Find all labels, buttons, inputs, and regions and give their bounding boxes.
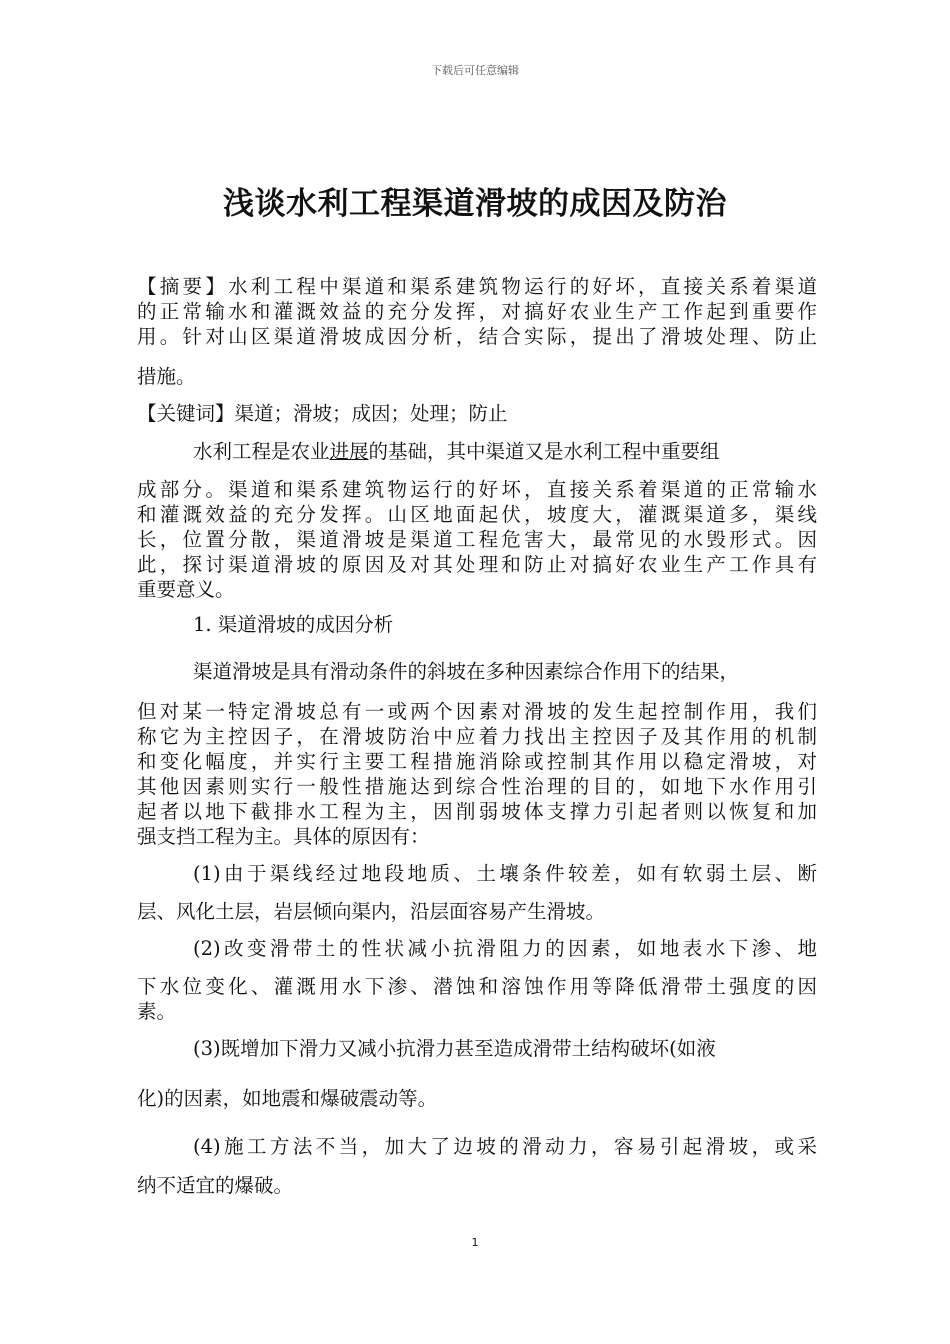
abstract-line: 用。针对山区渠道滑坡成因分析，结合实际，提出了滑坡处理、防止 <box>137 325 817 348</box>
keywords: 【关键词】渠道；滑坡；成因；处理；防止 <box>137 402 508 425</box>
list-item-line: 素。 <box>137 1000 177 1023</box>
body-line: 起者以地下截排水工程为主，因削弱坡体支撑力引起者则以恢复和加 <box>137 800 817 823</box>
intro-line: 此，探讨渠道滑坡的原因及对其处理和防止对搞好农业生产工作具有 <box>137 553 817 576</box>
intro-line: 长，位置分散，渠道滑坡是渠道工程危害大，最常见的水毁形式。因 <box>137 528 817 551</box>
intro-line: 重要意义。 <box>137 578 235 601</box>
page-header-note: 下载后可任意编辑 <box>431 64 519 77</box>
abstract-line: 的正常输水和灌溉效益的充分发挥，对搞好农业生产工作起到重要作 <box>137 300 817 323</box>
list-item-line: 层、风化土层，岩层倾向渠内，沿层面容易产生滑坡。 <box>137 900 606 923</box>
list-item-line: (1)由于渠线经过地段地质、土壤条件较差，如有软弱土层、断 <box>193 862 817 885</box>
list-item-line: (3)既增加下滑力又减小抗滑力甚至造成滑带土结构破坏(如液 <box>193 1037 716 1060</box>
intro-line: 和灌溉效益的充分发挥。山区地面起伏，坡度大，灌溉渠道多，渠线 <box>137 503 817 526</box>
list-item-line: 化)的因素，如地震和爆破震动等。 <box>137 1087 438 1110</box>
underlined-link[interactable]: 进展 <box>329 440 369 463</box>
list-item-line: 纳不适宜的爆破。 <box>137 1174 294 1197</box>
body-line: 其他因素则实行一般性措施达到综合性治理的目的，如地下水作用引 <box>137 775 817 798</box>
list-item-line: (4)施工方法不当，加大了边坡的滑动力，容易引起滑坡，或采 <box>193 1135 817 1158</box>
abstract-line: 措施。 <box>137 365 196 388</box>
section-heading: 1. 渠道滑坡的成因分析 <box>193 613 394 636</box>
intro-text: 的基础，其中渠道又是水利工程中重要组 <box>368 440 720 463</box>
body-line: 强支挡工程为主。具体的原因有： <box>137 825 430 848</box>
abstract-line: 【摘要】水利工程中渠道和渠系建筑物运行的好坏，直接关系着渠道 <box>137 275 817 298</box>
document-title: 浅谈水利工程渠道滑坡的成因及防治 <box>223 186 727 222</box>
body-line: 但对某一特定滑坡总有一或两个因素对滑坡的发生起控制作用，我们 <box>137 700 817 723</box>
intro-line: 成部分。渠道和渠系建筑物运行的好坏，直接关系着渠道的正常输水 <box>137 478 817 501</box>
page-number: 1 <box>471 1236 479 1249</box>
intro-text: 水利工程是农业 <box>193 440 330 463</box>
body-line: 和变化幅度，并实行主要工程措施消除或控制其作用以稳定滑坡，对 <box>137 750 817 773</box>
list-item-line: 下水位变化、灌溉用水下渗、潜蚀和溶蚀作用等降低滑带土强度的因 <box>137 975 817 998</box>
body-line: 渠道滑坡是具有滑动条件的斜坡在多种因素综合作用下的结果， <box>193 660 740 683</box>
list-item-line: (2)改变滑带土的性状减小抗滑阻力的因素，如地表水下渗、地 <box>193 937 817 960</box>
body-line: 称它为主控因子，在滑坡防治中应着力找出主控因子及其作用的机制 <box>137 725 817 748</box>
intro-line <box>193 440 817 464</box>
